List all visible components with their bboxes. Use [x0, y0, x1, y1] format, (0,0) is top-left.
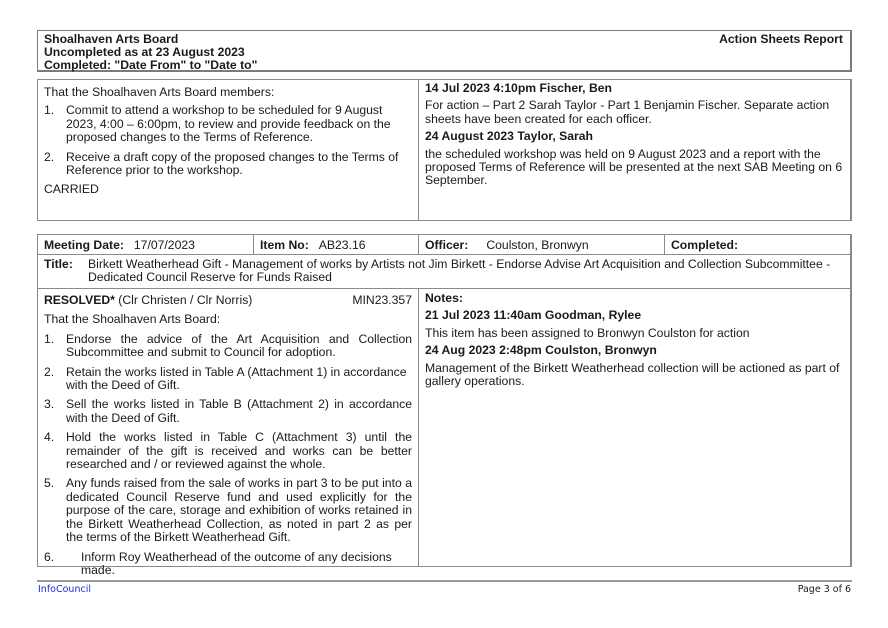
resolution-list-item [44, 477, 412, 544]
list-number: 2. [44, 364, 55, 379]
item-no-label: Item No: [260, 238, 309, 252]
note-heading: 14 Jul 2023 4:10pm Fischer, Ben [425, 81, 612, 95]
list-text: Sell the works listed in Table B (Attachment 2) in accordance with the Deed of Gift. [66, 397, 412, 425]
footer-divider [37, 580, 852, 582]
list-number: 3. [44, 397, 55, 412]
item2-meta-row [37, 234, 852, 255]
minute-number: MIN23.357 [352, 293, 412, 307]
list-number: 4. [44, 430, 55, 445]
resolution-list-item [44, 398, 412, 425]
note-text: For action – Part 2 Sarah Taylor - Part 1 Benjamin Fischer. Separate action sheets have been created for each officer. [425, 98, 830, 126]
uncompleted-date: Uncompleted as at 23 August 2023 [44, 45, 245, 59]
officer-cell [419, 235, 665, 254]
footer-brand: InfoCouncil [38, 584, 91, 595]
officer-label: Officer: [425, 238, 469, 252]
list-text: Any funds raised from the sale of works in part 3 to be put into a dedicated Council Reserve fund and used explicitly for the purpose of the care, storage and exhibition of works retained in the Birkett Weatherhead Collection, as noted in part 2 as per the terms of the Birkett Weatherhead Gift. [66, 476, 412, 545]
resolution-list-item [44, 151, 412, 178]
org-name: Shoalhaven Arts Board [44, 32, 179, 46]
list-text: Inform Roy Weatherhead of the outcome of any decisions made. [81, 549, 392, 577]
item2-notes [419, 289, 850, 566]
report-header [37, 30, 852, 72]
resolution-list-item [44, 431, 412, 471]
completed-cell [665, 235, 850, 254]
note-heading: 24 Aug 2023 2:48pm Coulston, Bronwyn [425, 343, 657, 358]
resolution-list-item [44, 104, 412, 144]
resolved-heading [44, 294, 252, 307]
resolution-list-item [44, 551, 412, 578]
item1-resolution [38, 80, 419, 220]
meeting-date-cell [38, 235, 254, 254]
title-label: Title: [44, 257, 73, 271]
resolution-list-item [44, 366, 412, 393]
resolved-label: RESOLVED* [44, 293, 115, 307]
list-text: Retain the works listed in Table A (Attachment 1) in accordance with the Deed of Gift. [66, 364, 407, 393]
officer-value: Coulston, Bronwyn [486, 238, 589, 252]
completed-range: Completed: "Date From" to "Date to" [44, 58, 258, 72]
action-item-2 [37, 288, 852, 577]
meeting-date-label: Meeting Date: [44, 238, 124, 252]
page-number: Page 3 of 6 [797, 584, 851, 595]
resolution-list-item [44, 333, 412, 360]
completed-label: Completed: [671, 238, 739, 252]
list-number: 5. [44, 476, 55, 491]
item-no-cell [254, 235, 419, 254]
movers: (Clr Christen / Clr Norris) [118, 293, 253, 307]
list-number: 6. [44, 549, 55, 564]
item1-notes [419, 80, 850, 220]
note-text: This item has been assigned to Bronwyn Coulston for action [425, 325, 750, 340]
note-text: Management of the Birkett Weatherhead collection will be actioned as part of gallery operations. [425, 360, 840, 389]
resolution-intro: That the Shoalhaven Arts Board: [44, 312, 221, 327]
resolved-row [44, 294, 412, 307]
report-title: Action Sheets Report [719, 32, 843, 46]
list-text: Endorse the advice of the Art Acquisition and Collection Subcommittee and submit to Council for adoption. [66, 331, 412, 360]
item-no-value: AB23.16 [318, 238, 366, 252]
item2-title-row [37, 254, 852, 289]
note-heading: 24 August 2023 Taylor, Sarah [425, 129, 593, 144]
list-number: 2. [44, 149, 55, 164]
list-number: 1. [44, 331, 55, 346]
meeting-date-value: 17/07/2023 [133, 238, 195, 252]
action-item-1 [37, 79, 852, 221]
item2-resolution [38, 289, 419, 577]
list-number: 1. [44, 103, 55, 118]
list-text: Commit to attend a workshop to be scheduled for 9 August 2023, 4:00 – 6:00pm, to review and provide feedback on the proposed changes to the Terms of Reference. [66, 103, 391, 145]
note-text: the scheduled workshop was held on 9 August 2023 and a report with the proposed Terms of Reference will be presented at the next SAB Meeting on 6 September. [425, 146, 843, 188]
note-heading: 21 Jul 2023 11:40am Goodman, Rylee [425, 308, 642, 323]
resolution-intro: That the Shoalhaven Arts Board members: [44, 85, 275, 99]
item-title: Birkett Weatherhead Gift - Management of works by Artists not Jim Birkett - Endorse Advise Art Acquisition and Collection Subcommittee - Dedicated Council Reserve for Funds Raised [88, 257, 831, 285]
notes-label: Notes: [425, 291, 463, 305]
list-text: Hold the works listed in Table C (Attachment 3) until the remainder of the gift is received and works can be better researched and / or reviewed against the whole. [66, 430, 412, 472]
list-text: Receive a draft copy of the proposed changes to the Terms of Reference prior to the workshop. [66, 149, 399, 178]
resolution-outcome: CARRIED [44, 182, 99, 197]
